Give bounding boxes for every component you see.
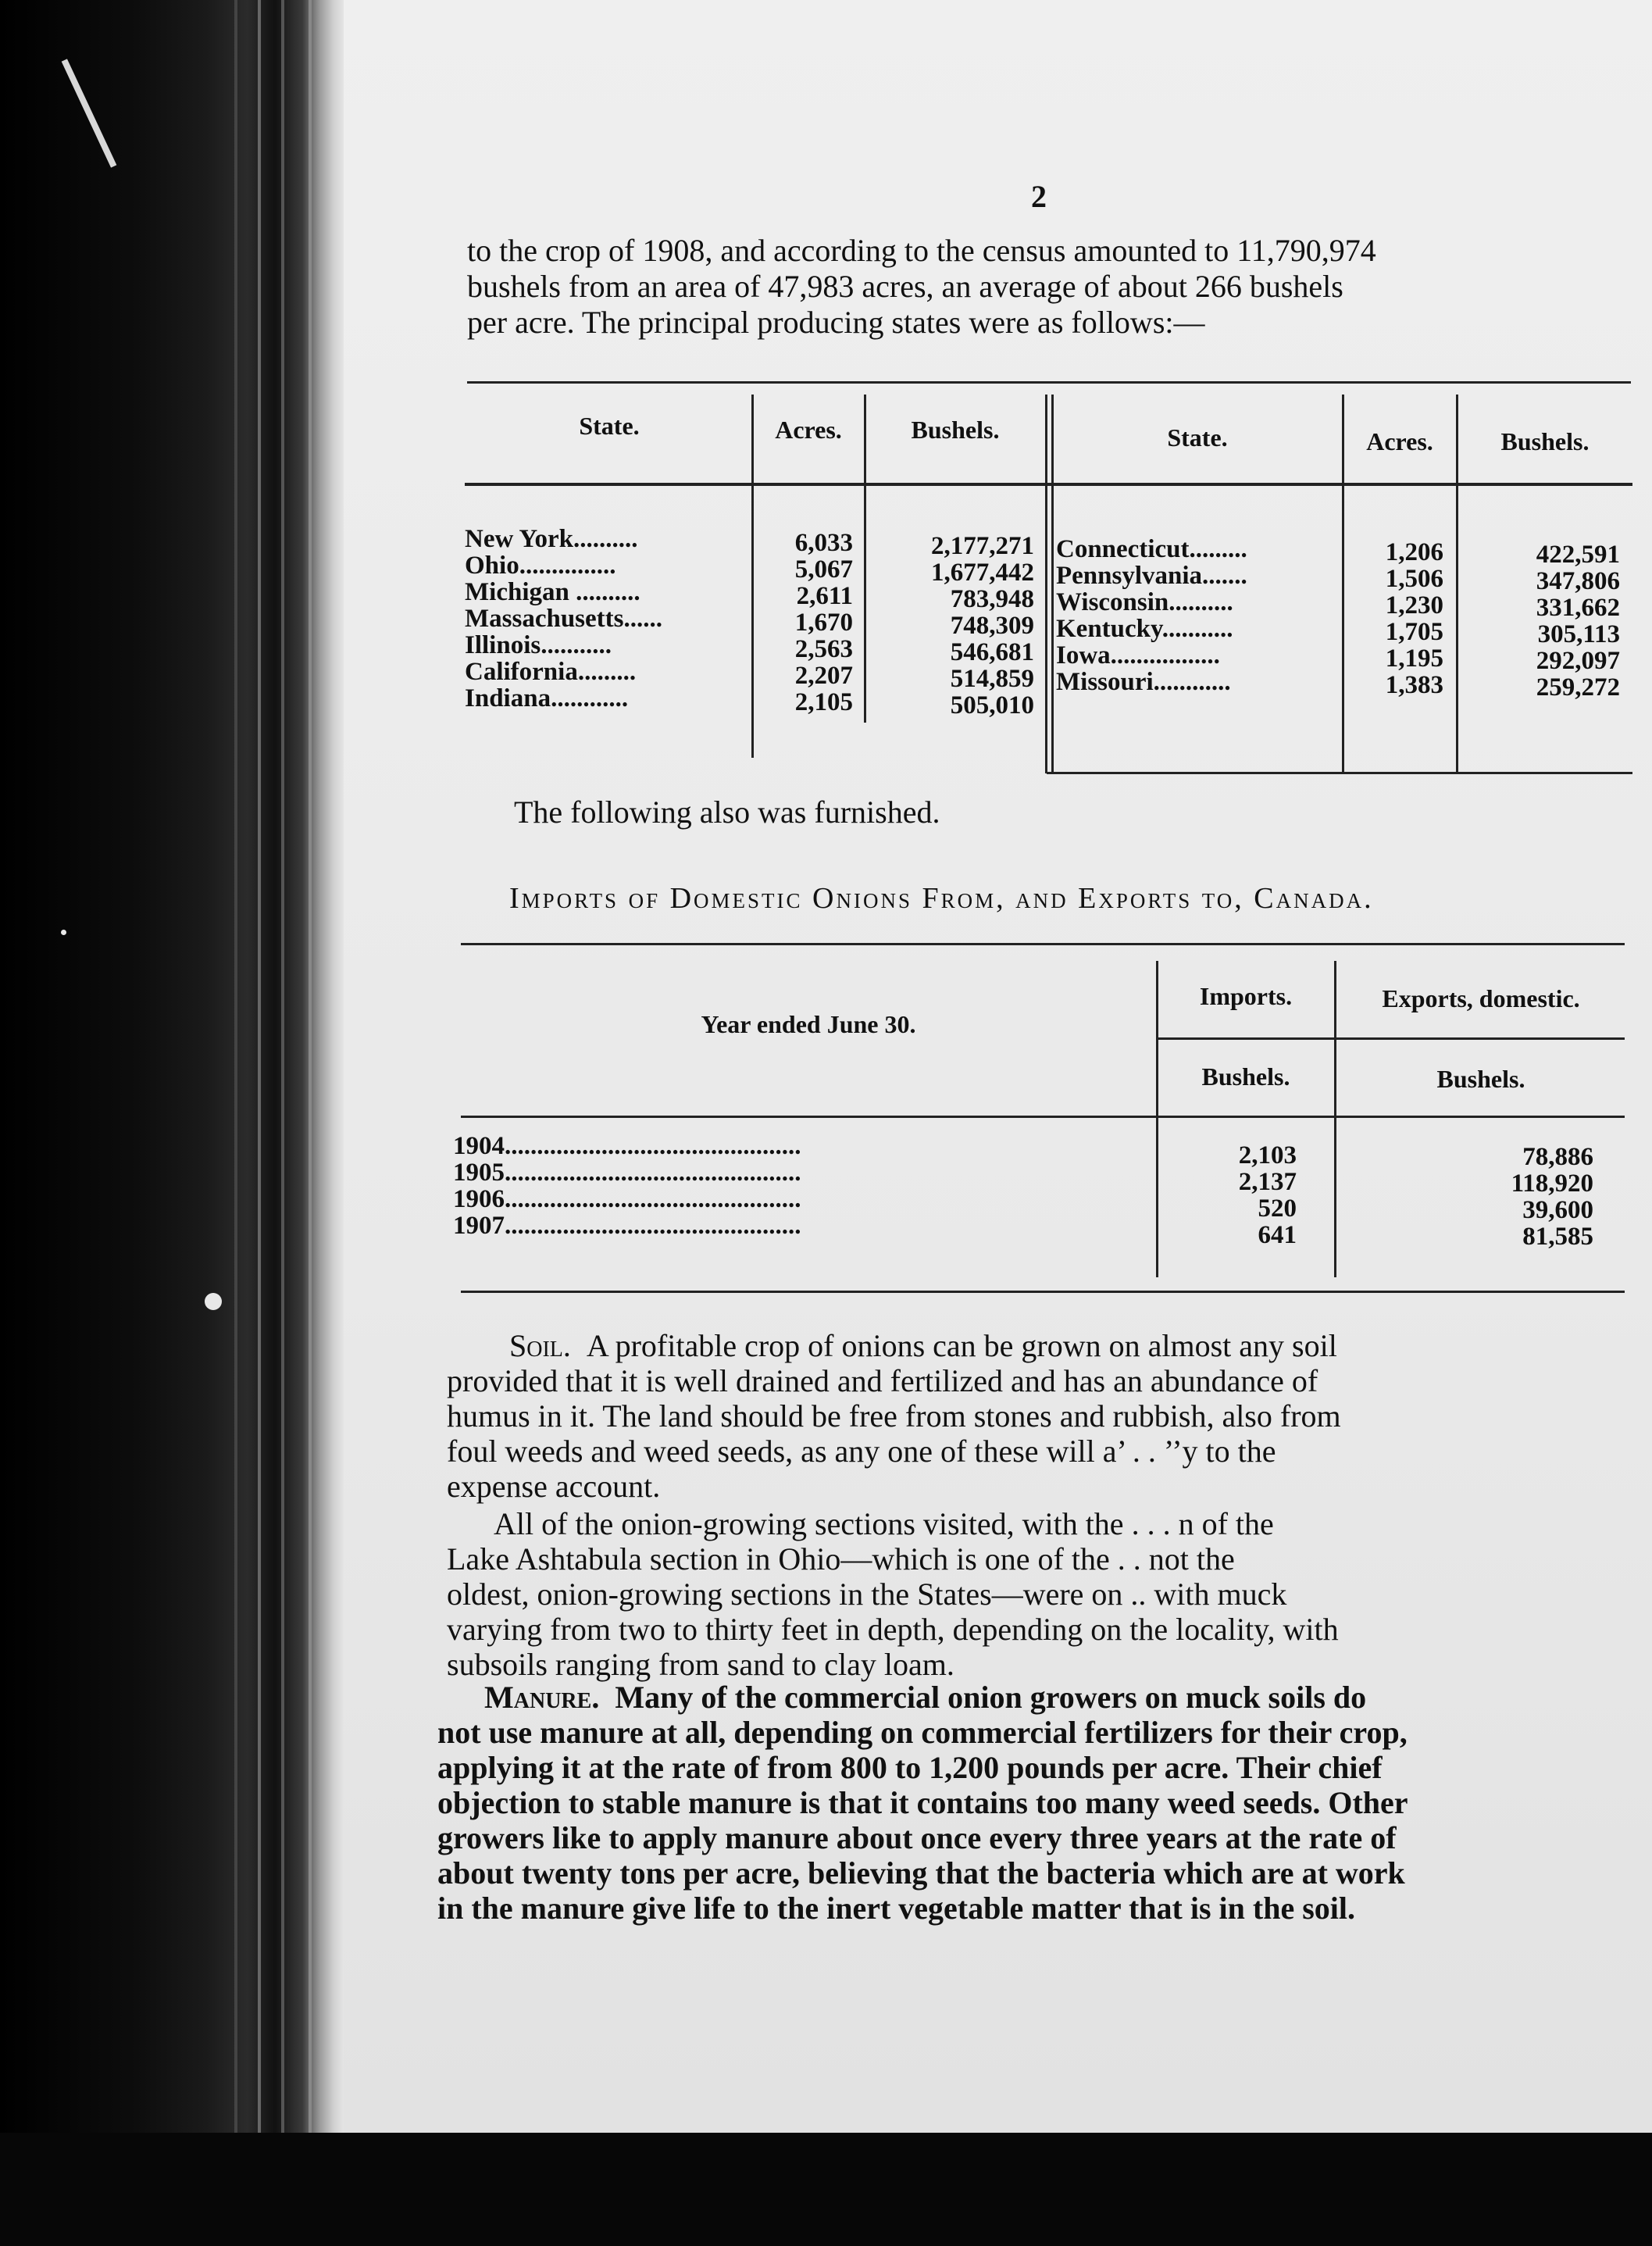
acres-value: 1,206 bbox=[1385, 538, 1443, 566]
col-header-state: State. bbox=[1167, 423, 1228, 452]
acres-value: 5,067 bbox=[794, 555, 853, 584]
soil-label: Soil. bbox=[509, 1328, 571, 1363]
acres-value: 1,230 bbox=[1385, 591, 1443, 620]
state-name: Illinois........... bbox=[465, 631, 612, 659]
manure-text: Many of the commercial onion growers on muck soils do bbox=[615, 1680, 1367, 1715]
muck-line: Lake Ashtabula section in Ohio—which is one of the . . not the bbox=[447, 1541, 1235, 1576]
year-row bbox=[453, 1133, 801, 1159]
imports-value: 2,137 bbox=[1238, 1168, 1297, 1196]
year-row bbox=[453, 1212, 801, 1239]
scan-speck bbox=[205, 1293, 222, 1310]
soil-line: provided that it is well drained and fertilized and has an abundance of bbox=[447, 1363, 1318, 1398]
exports-unit: Bushels. bbox=[1436, 1065, 1525, 1093]
muck-line: subsoils ranging from sand to clay loam. bbox=[447, 1647, 954, 1682]
page-number: 2 bbox=[1031, 179, 1047, 214]
col-header-bushels: Bushels. bbox=[911, 416, 1000, 444]
muck-line: varying from two to thirty feet in depth, depending on the locality, with bbox=[447, 1612, 1339, 1647]
intro-paragraph bbox=[467, 233, 1376, 341]
states-table-divider bbox=[1045, 395, 1047, 773]
exports-column bbox=[1343, 1144, 1593, 1250]
year-row bbox=[453, 1186, 801, 1212]
bushels-value: 422,591 bbox=[1536, 541, 1620, 569]
acres-value: 2,207 bbox=[794, 662, 853, 690]
bushels-value: 1,677,442 bbox=[931, 559, 1034, 587]
state-name: Missouri............ bbox=[1056, 668, 1231, 696]
acres-value: 1,705 bbox=[1385, 618, 1443, 646]
manure-line: about twenty tons per acre, believing that the bacteria which are at work bbox=[437, 1855, 1405, 1891]
soil-text: A profitable crop of onions can be grown on almost any soil bbox=[586, 1328, 1337, 1363]
imports-heading: Imports of Domestic Onions From, and Exports to, Canada. bbox=[509, 882, 1374, 915]
exports-value: 118,920 bbox=[1511, 1169, 1593, 1198]
year-value: 1904 bbox=[453, 1132, 505, 1160]
states-left-acres bbox=[758, 530, 853, 716]
imports-value: 2,103 bbox=[1238, 1141, 1297, 1169]
intro-line: to the crop of 1908, and according to the census amounted to 11,790,974 bbox=[467, 233, 1376, 268]
imports-unit: Bushels. bbox=[1201, 1062, 1290, 1091]
soil-paragraph bbox=[447, 1328, 1341, 1504]
state-name: Massachusetts...... bbox=[465, 605, 662, 633]
acres-value: 6,033 bbox=[794, 529, 853, 557]
state-name: Kentucky........... bbox=[1056, 615, 1233, 643]
state-name: California......... bbox=[465, 658, 637, 686]
imports-table-divider bbox=[1156, 961, 1158, 1277]
manure-line: applying it at the rate of from 800 to 1,200 pounds per acre. Their chief bbox=[437, 1750, 1383, 1785]
exports-value: 81,585 bbox=[1522, 1223, 1593, 1251]
manure-line: in the manure give life to the inert vegetable matter that is in the soil. bbox=[437, 1891, 1355, 1926]
manure-line bbox=[437, 1680, 1408, 1715]
acres-value: 2,611 bbox=[796, 582, 853, 610]
bushels-value: 514,859 bbox=[950, 665, 1034, 693]
manure-line: objection to stable manure is that it contains too many weed seeds. Other bbox=[437, 1785, 1408, 1820]
states-table-divider bbox=[864, 395, 866, 723]
leader-dots: .............................................. bbox=[505, 1132, 801, 1160]
bushels-value: 292,097 bbox=[1536, 647, 1620, 675]
manure-line: growers like to apply manure about once every three years at the rate of bbox=[437, 1820, 1397, 1855]
state-name: Ohio............... bbox=[465, 552, 616, 580]
states-right-bushels bbox=[1461, 541, 1620, 701]
imports-table-header-rule bbox=[461, 1116, 1625, 1118]
year-value: 1906 bbox=[453, 1185, 505, 1213]
state-name: Pennsylvania....... bbox=[1056, 562, 1247, 590]
book-page bbox=[344, 0, 1652, 2133]
state-name: Connecticut......... bbox=[1056, 535, 1247, 563]
imports-table-divider bbox=[1334, 961, 1336, 1277]
muck-line: All of the onion-growing sections visited, with the . . . n of the bbox=[494, 1506, 1274, 1541]
exports-value: 39,600 bbox=[1522, 1196, 1593, 1224]
intro-line: bushels from an area of 47,983 acres, an average of about 266 bushels bbox=[467, 269, 1343, 304]
year-header: Year ended June 30. bbox=[701, 1010, 916, 1038]
acres-value: 1,383 bbox=[1385, 671, 1443, 699]
states-table-divider bbox=[1051, 395, 1054, 773]
bushels-value: 783,948 bbox=[950, 585, 1034, 613]
soil-line: humus in it. The land should be free from stones and rubbish, also from bbox=[447, 1398, 1341, 1434]
muck-paragraph bbox=[447, 1506, 1339, 1682]
imports-value: 520 bbox=[1258, 1194, 1297, 1223]
acres-value: 2,105 bbox=[794, 688, 853, 716]
states-left-bushels bbox=[869, 533, 1034, 719]
state-name: Michigan .......... bbox=[465, 578, 640, 606]
states-table-bottom-rule bbox=[1047, 772, 1632, 774]
col-header-state: State. bbox=[579, 412, 640, 440]
soil-line bbox=[447, 1328, 1341, 1363]
state-name: Iowa................. bbox=[1056, 641, 1220, 670]
soil-line: foul weeds and weed seeds, as any one of these will a’ . . ’’y to the bbox=[447, 1434, 1276, 1469]
state-name: New York.......... bbox=[465, 525, 638, 553]
acres-value: 1,195 bbox=[1385, 645, 1443, 673]
col-header-bushels: Bushels. bbox=[1500, 427, 1590, 455]
state-name: Wisconsin.......... bbox=[1056, 588, 1233, 616]
intro-line: per acre. The principal producing states were as follows:— bbox=[467, 305, 1205, 340]
leader-dots: .............................................. bbox=[505, 1159, 801, 1187]
bushels-value: 2,177,271 bbox=[931, 532, 1034, 560]
soil-line: expense account. bbox=[447, 1469, 661, 1504]
year-column bbox=[453, 1133, 801, 1239]
furnished-line: The following also was furnished. bbox=[514, 794, 940, 830]
manure-line: not use manure at all, depending on commercial fertilizers for their crop, bbox=[437, 1715, 1408, 1750]
bushels-value: 259,272 bbox=[1536, 673, 1620, 702]
imports-header: Imports. bbox=[1199, 982, 1293, 1010]
bushels-value: 331,662 bbox=[1536, 594, 1620, 622]
leader-dots: .............................................. bbox=[505, 1212, 801, 1240]
manure-label: Manure. bbox=[484, 1680, 600, 1715]
bushels-value: 347,806 bbox=[1536, 567, 1620, 595]
state-name: Indiana............ bbox=[465, 684, 629, 712]
manure-paragraph bbox=[437, 1680, 1408, 1926]
year-value: 1907 bbox=[453, 1212, 505, 1240]
col-header-acres: Acres. bbox=[775, 416, 842, 444]
imports-column bbox=[1164, 1142, 1297, 1248]
scan-bottom-margin bbox=[0, 2133, 1652, 2246]
states-right-names bbox=[1056, 536, 1247, 695]
acres-value: 1,670 bbox=[794, 609, 853, 637]
states-left-names bbox=[465, 526, 662, 712]
imports-table-bottom-rule bbox=[461, 1291, 1625, 1293]
exports-value: 78,886 bbox=[1522, 1143, 1593, 1171]
exports-header: Exports, domestic. bbox=[1382, 984, 1580, 1012]
bushels-value: 748,309 bbox=[950, 612, 1034, 640]
leader-dots: .............................................. bbox=[505, 1185, 801, 1213]
acres-value: 1,506 bbox=[1385, 565, 1443, 593]
bushels-value: 546,681 bbox=[950, 638, 1034, 666]
muck-line: oldest, onion-growing sections in the States—were on .. with muck bbox=[447, 1576, 1287, 1612]
states-right-acres bbox=[1347, 539, 1443, 698]
acres-value: 2,563 bbox=[794, 635, 853, 663]
imports-value: 641 bbox=[1258, 1221, 1297, 1249]
states-table-divider bbox=[751, 395, 754, 758]
states-table-divider bbox=[1342, 395, 1344, 773]
imports-table-unit-rule bbox=[1156, 1037, 1625, 1040]
scan-speck bbox=[61, 930, 66, 935]
year-value: 1905 bbox=[453, 1159, 505, 1187]
col-header-acres: Acres. bbox=[1366, 427, 1433, 455]
states-table-top-rule bbox=[467, 381, 1631, 384]
book-spine bbox=[0, 0, 344, 2246]
year-row bbox=[453, 1159, 801, 1186]
bushels-value: 305,113 bbox=[1537, 620, 1620, 648]
states-table-divider bbox=[1456, 395, 1458, 773]
bushels-value: 505,010 bbox=[950, 691, 1034, 720]
imports-table-top-rule bbox=[461, 943, 1625, 945]
